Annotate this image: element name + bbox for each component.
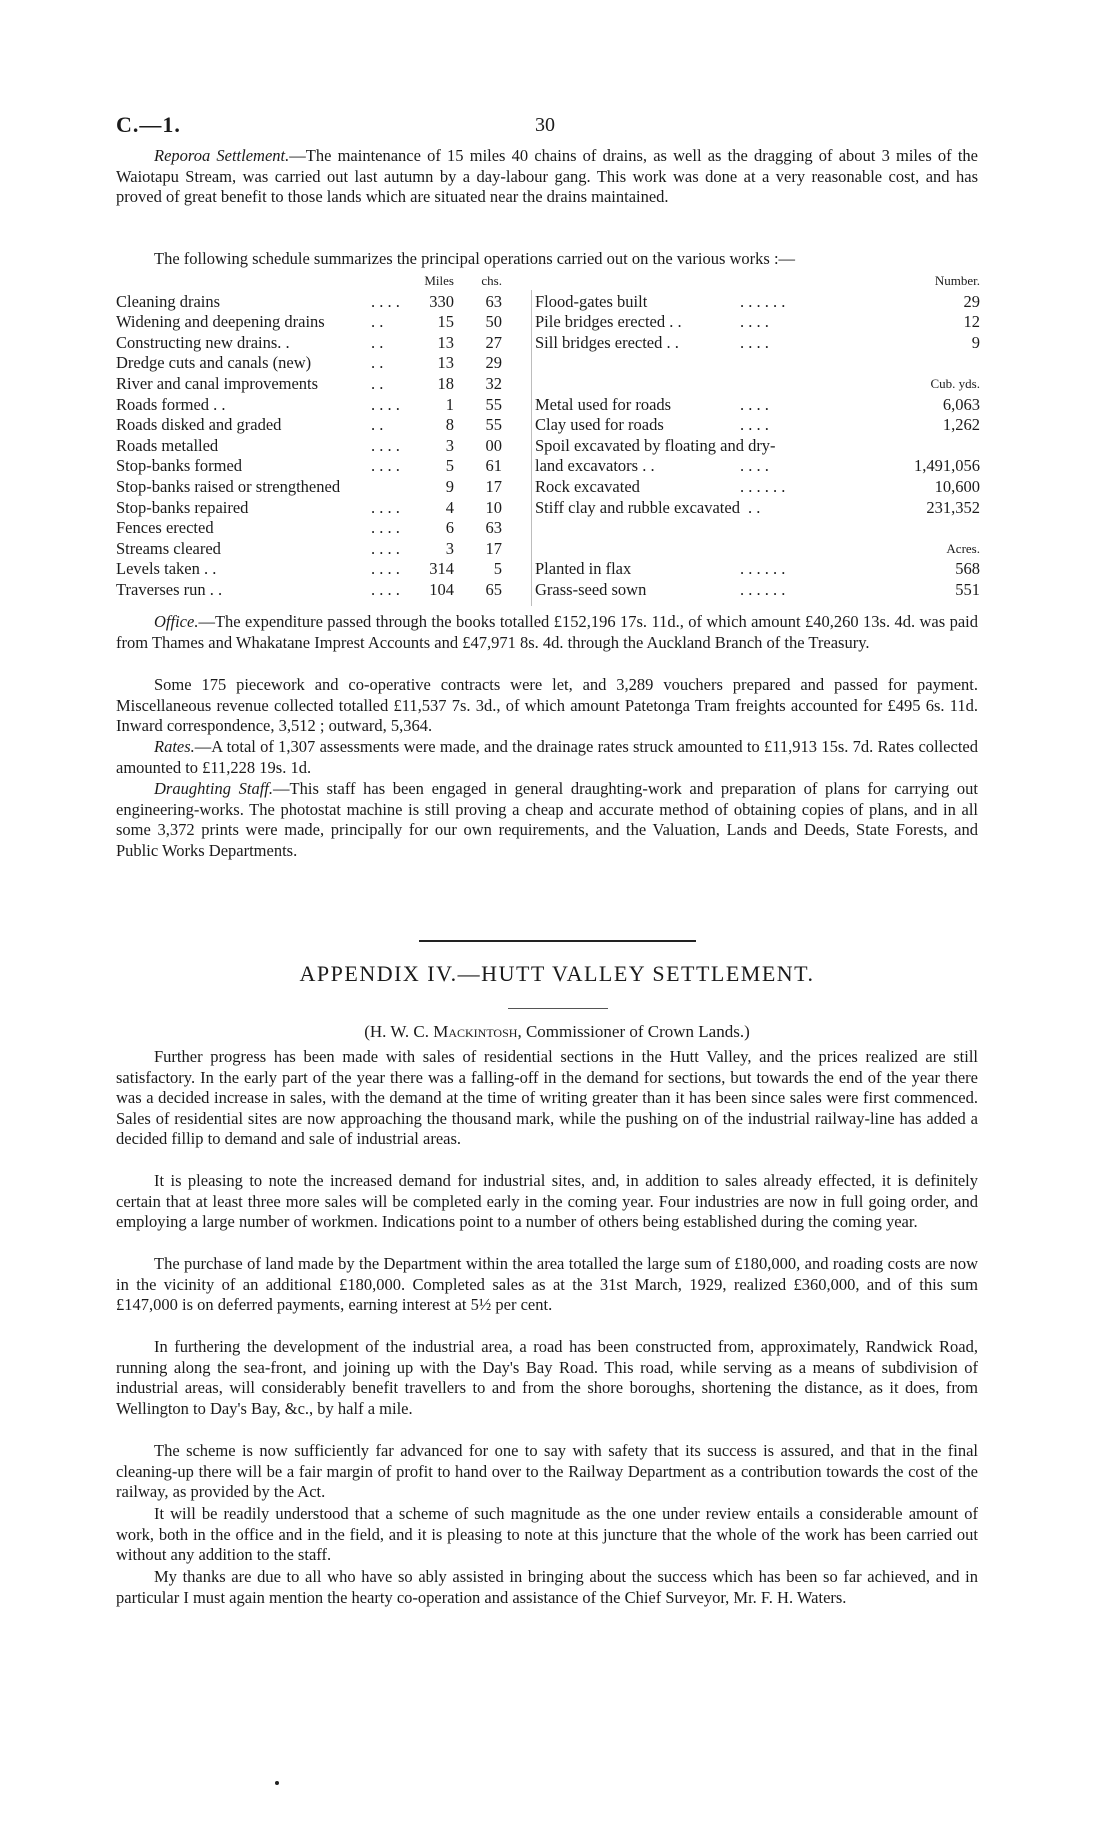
row-leader: . . xyxy=(371,332,384,352)
row-value: 9 xyxy=(971,332,980,352)
document-code: C.—1. xyxy=(116,112,181,137)
row-chs: 61 xyxy=(485,456,502,476)
row-value: 1,262 xyxy=(942,415,980,435)
row-label: Streams cleared xyxy=(116,538,221,558)
schedule-left-row xyxy=(116,395,526,416)
byline-close: , Commissioner of Crown Lands.) xyxy=(517,1022,750,1041)
appendix-paragraph-text: It will be readily understood that a scheme of such magnitude as the one under review entails a considerable amount of work, both in the office and in the field, and it is pleasing to note at this juncture that the whole of the work has been carried out without any addition to the staff. xyxy=(116,1504,978,1564)
row-label: Roads formed . . xyxy=(116,394,226,414)
row-miles: 330 xyxy=(429,291,454,311)
row-leader: . . . . xyxy=(740,415,769,435)
office-paragraph xyxy=(116,612,978,653)
contracts-text: Some 175 piecework and co-operative contracts were let, and 3,289 vouchers prepared and passed for payment. Miscellaneous revenue collected totalled £11,537 7s. 3d., of which amount Patetonga Tram freights accounted for £495 6s. 11d. Inward correspondence, 3,512 ; outward, 5,364. xyxy=(116,675,978,735)
schedule-intro-text: The following schedule summarizes the principal operations carried out on the various works :— xyxy=(154,249,796,268)
row-label: Traverses run . . xyxy=(116,579,223,599)
row-leader: . . . . xyxy=(740,332,769,352)
appendix-paragraph xyxy=(116,1254,978,1316)
schedule-right-row xyxy=(535,539,980,560)
row-leader: . . . . xyxy=(740,394,769,414)
office-heading: Office. xyxy=(154,612,199,631)
row-value: 6,063 xyxy=(942,394,980,414)
contracts-paragraph xyxy=(116,675,978,737)
row-miles: 15 xyxy=(437,312,454,332)
schedule-right-table xyxy=(535,271,980,601)
byline-name: Mackintosh xyxy=(433,1022,518,1041)
schedule-right-row xyxy=(535,353,980,374)
row-leader: . . . . xyxy=(371,518,400,538)
row-chs: 10 xyxy=(485,497,502,517)
row-label: Widening and deepening drains xyxy=(116,312,325,332)
row-miles: 104 xyxy=(429,579,454,599)
appendix-paragraph-text: My thanks are due to all who have so ably assisted in bringing about the success which has been so far achieved, and in particular I must again mention the hearty co-operation and assistance of the Chief Surveyor, Mr. F. H. Waters. xyxy=(116,1567,978,1607)
row-chs: 5 xyxy=(493,559,502,579)
appendix-byline xyxy=(0,1022,1114,1042)
row-label: land excavators . . xyxy=(535,456,655,476)
row-leader: . . xyxy=(748,497,761,517)
schedule-left-row xyxy=(116,353,526,374)
row-value: 231,352 xyxy=(926,497,980,517)
row-miles: 314 xyxy=(429,559,454,579)
row-leader: . . . . xyxy=(371,559,400,579)
row-miles: 9 xyxy=(445,476,454,496)
row-leader: . . . . . . xyxy=(740,579,786,599)
row-leader: . . . . xyxy=(740,312,769,332)
schedule-right-row xyxy=(535,559,980,580)
appendix-paragraph-text: Further progress has been made with sales of residential sections in the Hutt Valley, and the prices realized are still satisfactory. In the early part of the year there was a falling-off in the demand for sections, but towards the end of the year there was a decided increase in sales, with the demand at the time of writing greater than it has been since sales were first commenced. Sales of residential sites are now approaching the thousand mark, while the pushing on of the industrial railway-line has added a decided fillip to demand and sale of industrial areas. xyxy=(116,1047,978,1148)
row-label: Clay used for roads xyxy=(535,415,664,435)
row-leader: . . xyxy=(371,353,384,373)
appendix-paragraph-text: The purchase of land made by the Department within the area totalled the large sum of £180,000, and roading costs are now in the vicinity of an additional £180,000. Completed sales as at the 31st March, 1929, realized £360,000, and of this sum £147,000 is on deferred payments, earning interest at 5½ per cent. xyxy=(116,1254,978,1314)
row-leader: . . . . xyxy=(371,435,400,455)
row-chs: 00 xyxy=(485,435,502,455)
appendix-paragraph xyxy=(116,1171,978,1233)
row-chs: 17 xyxy=(485,476,502,496)
row-label: Grass-seed sown xyxy=(535,579,647,599)
table-divider xyxy=(531,290,532,606)
schedule-right-row xyxy=(535,374,980,395)
schedule-intro xyxy=(116,249,978,270)
schedule-right-row xyxy=(535,580,980,601)
row-miles: 13 xyxy=(437,332,454,352)
schedule-right-row xyxy=(535,271,980,292)
row-leader: . . . . xyxy=(371,394,400,414)
schedule-left-row xyxy=(116,539,526,560)
schedule-right-row xyxy=(535,292,980,313)
schedule-right-row xyxy=(535,415,980,436)
schedule-left-row xyxy=(116,559,526,580)
row-leader: . . xyxy=(371,415,384,435)
row-chs: 50 xyxy=(485,312,502,332)
row-miles: 8 xyxy=(445,415,454,435)
schedule-right-row xyxy=(535,436,980,457)
schedule-left-row xyxy=(116,580,526,601)
row-label: Stop-banks formed xyxy=(116,456,243,476)
row-value: Cub. yds. xyxy=(930,375,980,391)
reporoa-text: —The maintenance of 15 miles 40 chains of drains, as well as the dragging of about 3 miles of the Waiotapu Stream, was carried out last autumn by a day-labour gang. This work was done at a very reasonable cost, and has proved of great benefit to those lands which are situated near the drains maintained. xyxy=(116,146,979,206)
row-label: Pile bridges erected . . xyxy=(535,312,682,332)
row-value: Acres. xyxy=(946,540,980,556)
row-value: Number. xyxy=(934,273,980,288)
row-chs: 55 xyxy=(485,415,502,435)
row-label: Sill bridges erected . . xyxy=(535,332,679,352)
row-miles: 13 xyxy=(437,353,454,373)
row-chs: 65 xyxy=(485,579,502,599)
row-label: Stiff clay and rubble excavated xyxy=(535,497,740,517)
row-chs: 55 xyxy=(485,394,502,414)
row-miles: 4 xyxy=(445,497,454,517)
row-value: 568 xyxy=(955,559,980,579)
schedule-left-row xyxy=(116,436,526,457)
row-miles: 1 xyxy=(445,394,454,414)
schedule-right-row xyxy=(535,498,980,519)
schedule-left-row xyxy=(116,415,526,436)
schedule-right-row xyxy=(535,456,980,477)
schedule-left-row xyxy=(116,477,526,498)
row-label: Levels taken . . xyxy=(116,559,217,579)
row-label: Roads metalled xyxy=(116,435,219,455)
draughting-paragraph xyxy=(116,779,978,861)
office-text: —The expenditure passed through the books totalled £152,196 17s. 11d., of which amount £40,260 13s. 4d. was paid from Thames and Whakatane Imprest Accounts and £47,971 8s. 4d. through the Auckland Branch of the Treasury. xyxy=(116,612,978,652)
schedule-left-row xyxy=(116,456,526,477)
draughting-text: —This staff has been engaged in general draughting-work and preparation of plans for carrying out engineering-works. The photostat machine is still proving a cheap and accurate method of obtaining copies of plans, and in all some 3,372 prints were made, principally for our own requirements, and the Valuation, Lands and Deeds, State Forests, and Public Works Departments. xyxy=(116,779,979,860)
row-label: Stop-banks repaired xyxy=(116,497,249,517)
row-chs: 32 xyxy=(485,373,502,393)
appendix-paragraph xyxy=(116,1441,978,1503)
appendix-paragraph xyxy=(116,1047,978,1150)
row-chs: 63 xyxy=(485,291,502,311)
row-label: Planted in flax xyxy=(535,559,632,579)
row-leader: . . . . xyxy=(740,456,769,476)
row-miles: 18 xyxy=(437,373,454,393)
row-value: 1,491,056 xyxy=(914,456,980,476)
byline-open: (H. W. C. xyxy=(364,1022,434,1041)
row-label: Spoil excavated by floating and dry- xyxy=(535,435,776,455)
row-miles: 6 xyxy=(445,518,454,538)
row-label: Cleaning drains xyxy=(116,291,221,311)
schedule-right-row xyxy=(535,395,980,416)
row-label: Rock excavated xyxy=(535,476,640,496)
row-chs: 63 xyxy=(485,518,502,538)
schedule-left-row xyxy=(116,374,526,395)
reporoa-paragraph xyxy=(116,146,978,208)
row-label: Fences erected xyxy=(116,518,214,538)
row-miles: 3 xyxy=(445,435,454,455)
row-miles: 5 xyxy=(445,456,454,476)
appendix-paragraph xyxy=(116,1567,978,1608)
row-label: Stop-banks raised or strengthened xyxy=(116,476,341,496)
appendix-title: APPENDIX IV.—HUTT VALLEY SETTLEMENT. xyxy=(299,961,815,986)
col-miles: Miles xyxy=(424,273,454,288)
schedule-left-row xyxy=(116,292,526,313)
page-number: 30 xyxy=(535,114,555,136)
row-leader: . . . . xyxy=(371,538,400,558)
row-value: 10,600 xyxy=(934,476,980,496)
row-value: 551 xyxy=(955,579,980,599)
schedule-right-row xyxy=(535,518,980,539)
row-leader: . . xyxy=(371,373,384,393)
row-leader: . . . . xyxy=(371,456,400,476)
schedule-left-header xyxy=(116,271,526,292)
col-chs: chs. xyxy=(481,273,502,288)
schedule-left-row xyxy=(116,518,526,539)
draughting-heading: Draughting Staff. xyxy=(154,779,274,798)
rates-paragraph xyxy=(116,737,978,778)
rates-heading: Rates. xyxy=(154,737,195,756)
row-value: 12 xyxy=(963,312,980,332)
appendix-paragraph-text: In furthering the development of the industrial area, a road has been constructed from, approximately, Randwick Road, running along the sea-front, and joining up with the Day's Bay Road. This road, while serving as a means of subdivision of industrial areas, will considerably benefit travellers to and from the shore boroughs, shortening the distance, as it does, from Wellington to Day's Bay, &c., by half a mile. xyxy=(116,1337,978,1418)
schedule-left-row xyxy=(116,333,526,354)
schedule-left-row xyxy=(116,312,526,333)
row-label: Roads disked and graded xyxy=(116,415,282,435)
schedule-right-row xyxy=(535,333,980,354)
row-leader: . . . . xyxy=(371,497,400,517)
row-chs: 29 xyxy=(485,353,502,373)
row-value: 29 xyxy=(963,291,980,311)
row-label: Flood-gates built xyxy=(535,291,648,311)
schedule-right-row xyxy=(535,477,980,498)
row-leader: . . . . xyxy=(371,579,400,599)
row-leader: . . . . xyxy=(371,291,400,311)
appendix-paragraph-text: The scheme is now sufficiently far advanced for one to say with safety that its success is assured, and that in the final cleaning-up there will be a fair margin of profit to hand over to the Railway Department as a contribution towards the cost of the railway, as provided by the Act. xyxy=(116,1441,978,1501)
schedule-left-table xyxy=(116,271,526,601)
row-chs: 17 xyxy=(485,538,502,558)
row-label: River and canal improvements xyxy=(116,373,319,393)
section-divider xyxy=(419,940,696,942)
reporoa-heading: Reporoa Settlement. xyxy=(154,146,290,165)
row-leader: . . . . . . xyxy=(740,559,786,579)
appendix-paragraph-text: It is pleasing to note the increased demand for industrial sites, and, in addition to sales already effected, it is definitely certain that at least three more sales will be completed early in the coming year. Four industries are now in full going order, and employing a large number of workmen. Indications point to a number of others being established during the coming year. xyxy=(116,1171,978,1231)
row-label: Metal used for roads xyxy=(535,394,672,414)
appendix-paragraph xyxy=(116,1337,978,1419)
row-leader: . . . . . . xyxy=(740,476,786,496)
rates-text: —A total of 1,307 assessments were made, and the drainage rates struck amounted to £11,913 15s. 7d. Rates collected amounted to £11,228 19s. 1d. xyxy=(116,737,978,777)
schedule-left-row xyxy=(116,498,526,519)
row-chs: 27 xyxy=(485,332,502,352)
row-leader: . . . . . . xyxy=(740,291,786,311)
row-label: Constructing new drains. . xyxy=(116,332,290,352)
title-underline xyxy=(508,1008,608,1009)
schedule-right-row xyxy=(535,312,980,333)
appendix-paragraph xyxy=(116,1504,978,1566)
row-label: Dredge cuts and canals (new) xyxy=(116,353,312,373)
page-mark xyxy=(275,1781,279,1785)
row-leader: . . xyxy=(371,312,384,332)
row-miles: 3 xyxy=(445,538,454,558)
